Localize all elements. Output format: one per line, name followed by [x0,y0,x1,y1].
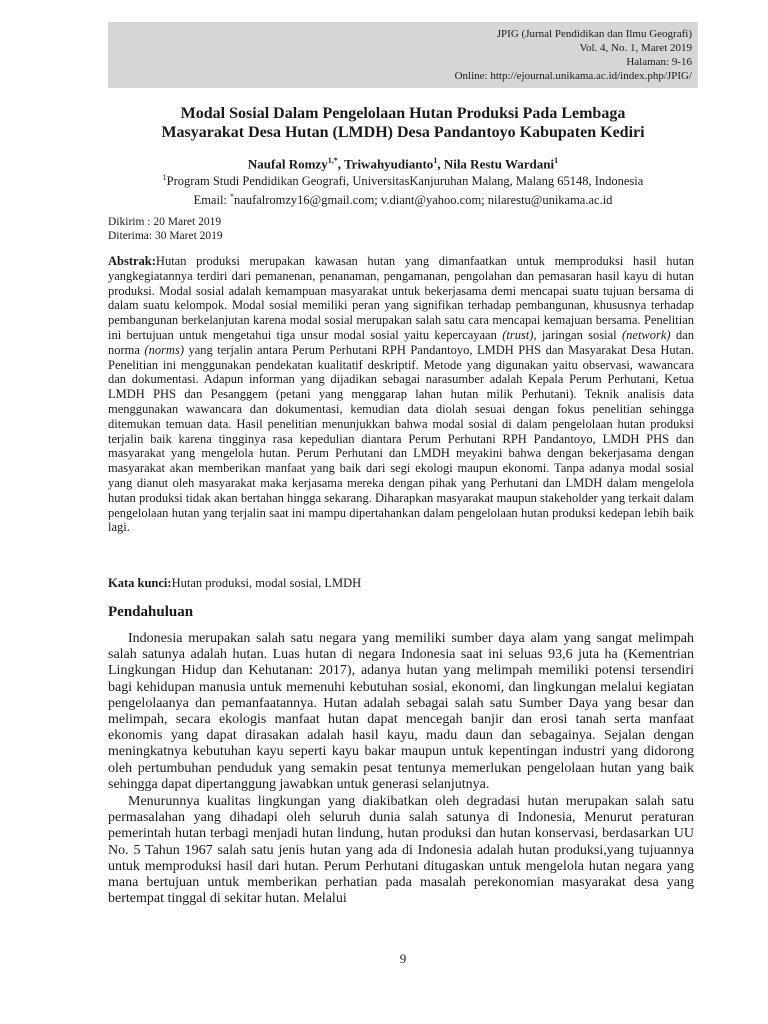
author-separator: , [437,156,444,172]
section-heading: Pendahuluan [108,604,194,620]
author-2-affil-mark: 1 [433,156,438,165]
email-label: Email: [193,193,231,208]
submission-dates [108,215,698,243]
abstract-text: , jaringan sosial [533,327,622,342]
keywords-label: Kata kunci: [108,576,172,590]
affiliation-text: Program Studi Pendidikan Geografi, UniversitasKanjuruhan Malang, Malang 65148, Indonesia [166,174,644,189]
abstract-term-norms: (norms) [144,342,184,357]
page-number: 9 [399,951,407,966]
journal-online-url[interactable]: Online: http://ejournal.unikama.ac.id/index.php/JPIG/ [454,70,692,82]
author-1-affil-mark: 1,* [327,156,338,165]
author-1: Naufal Romzy [247,156,328,172]
date-accepted: Diterima: 30 Maret 2019 [108,230,223,242]
date-submitted: Dikirim : 20 Maret 2019 [108,216,222,228]
abstract-text: dan norma [108,327,694,357]
affiliation-mark: 1 [162,173,167,182]
abstract-term-network: (network) [622,327,671,342]
paragraph-1: Indonesia merupakan salah satu negara yang memiliki sumber daya alam yang sangat melimpah salah satunya adalah hutan. Luas hutan di negara Indonesia saat ini seluas 93,6 juta ha (Kementrian Lingkungan Hidup dan Kehutanan: 2017), adanya hutan yang melimpah memiliki potensi tersendiri bagi kehidupan manusia untuk memenuhi kebutuhan sosial, ekonomi, dan lingkungan melalui kegiatan pengelolaanya dan pemanfaatannya. Hutan adalah sebagai salah satu Sumber Daya yang besar dan melimpah, secara ekologis manfaat hutan dapat mencegah banjir dan erosi tanah serta manfaat ekonomis yang dapat dirasakan adalah hasil kayu, madu daun dan sebagainya. Sejalan dengan meningkatnya kebutuhan kayu seperti kayu bakar maupun untuk kepentingan industri yang didorong oleh pertumbuhan penduduk yang semakin pesat tentunya memerlukan pengelolaan hutan yang baik sehingga dapat dipertanggung jawabkan untuk generasi selanjutnya. [108,631,694,792]
author-2: Triwahyudianto [343,156,434,172]
author-separator: , [337,156,344,172]
journal-name: JPIG (Jurnal Pendidikan dan Ilmu Geografi) [496,28,692,40]
title-line-2: Masyarakat Desa Hutan (LMDH) Desa Pandantoyo Kabupaten Kediri [161,124,645,141]
title-line-1: Modal Sosial Dalam Pengelolaan Hutan Produksi Pada Lembaga [180,105,626,122]
abstract-term-trust: (trust) [502,327,534,342]
abstract [108,254,694,535]
email-addresses[interactable]: naufalromzy16@gmail.com; v.diant@yahoo.com; nilarestu@unikama.ac.id [234,193,613,208]
keywords-text: Hutan produksi, modal sosial, LMDH [171,576,362,590]
keywords [108,576,694,591]
author-3: Nila Restu Wardani [443,156,555,172]
journal-header [108,22,698,88]
email-corresponding-mark: * [230,192,235,202]
paper-title [108,104,698,142]
abstract-label: Abstrak: [108,254,156,268]
abstract-text: yang terjalin antara Perum Perhutani RPH Pandantoyo, LMDH PHS dan Masyarakat Desa Hutan. Penelitian ini menggunakan pendekatan kualitatif deskriptif. Metode yang digunakan yaitu observasi, wawancara dan dokumentasi. Adapun informan yang dijadikan sebagai narasumber adalah Kepala Perum Perhutani, Ketua LMDH PHS dan Pesanggem (petani yang menggarap lahan hutan milik Perhutani). Teknik analisis data menggunakan wawancara dan dokumentasi, kemudian data diolah sesuai dengan fokus penelitian sehingga ditemukan temuan data. Hasil penelitian menunjukkan bahwa modal sosial di dalam pengelolaan hutan produksi terjalin baik karena tingginya rasa kepedulian diantara Perum Perhutani RPH Pandantoyo, LMDH PHS dan masyarakat yang mengelola hutan. Perum Perhutani dan LMDH meyakini bahwa dengan bekerjasama dengan masyarakat akan memberikan manfaat yang baik dari segi ekologi maupun ekonomi. Tanpa adanya modal sosial yang dianut oleh masyarakat maka kerjasama mereka dengan pihak yang Perhutani dan LMDH dalam mengelola hutan produksi tidak akan bertahan hingga sekarang. Diharapkan masyarakat maupun stakeholder yang terkait dalam pengelolaan hutan yang terjalin saat ini mampu dipertahankan dalam pengelolaan hutan produksi kedepan lebih baik lagi. [108,342,695,535]
author-3-affil-mark: 1 [554,156,559,165]
body-text [108,631,694,908]
paragraph-2: Menurunnya kualitas lingkungan yang diakibatkan oleh degradasi hutan merupakan salah satu permasalahan yang dihadapi oleh seluruh dunia salah satunya di Indonesia, Menurut peraturan pemerintah hutan terbagi menjadi hutan lindung, hutan produksi dan hutan konservasi, berdasarkan UU No. 5 Tahun 1967 salah satu jenis hutan yang ada di Indonesia adalah hutan produksi,yang tujuannya untuk memproduksi hasil dari hutan. Perum Perhutani ditugaskan untuk mengelola hutan negara yang mana bertujuan untuk memberikan perhatian pada masalah perekonomian masyarakat desa yang bertempat tinggal di sekitar hutan. Melalui [108,794,694,907]
abstract-text: Hutan produksi merupakan kawasan hutan yang dimanfaatkan untuk memproduksi hasil hutan yangkegiatannya terdiri dari pemanenan, penanaman, pengamanan, pengolahan dan pemasaran hasil kayu di hutan produksi. Modal sosial adalah kemampuan masyarakat untuk bekerjasama demi mencapai suatu tujuan bersama di dalam suatu kelompok. Modal sosial memiliki peran yang signifikan terhadap pembangunan, khususnya terhadap pembangunan berkelanjutan karena modal sosial merupakan salah satu cara mencapai kemajuan bersama. Penelitian ini bertujuan untuk mengetahui tiga unsur modal sosial yaitu kepercayaan [108,254,694,342]
affiliation [108,170,698,208]
journal-pages: Halaman: 9-16 [626,56,692,68]
journal-volume: Vol. 4, No. 1, Maret 2019 [579,42,692,54]
